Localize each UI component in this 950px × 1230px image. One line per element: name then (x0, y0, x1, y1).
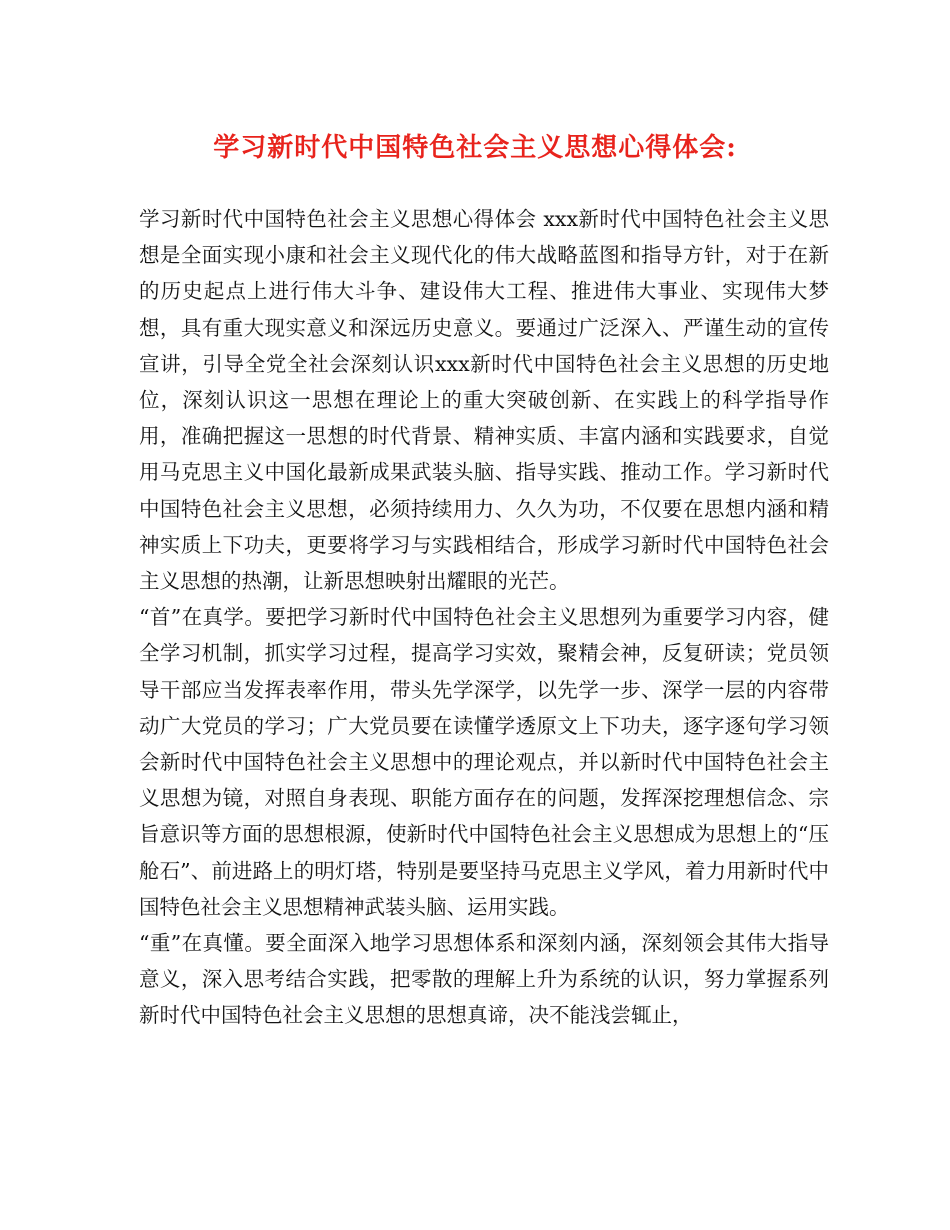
paragraph-intro: 学习新时代中国特色社会主义思想心得体会 xxx新时代中国特色社会主义思想是全面实现小康和社会主义现代化的伟大战略蓝图和指导方针，对于在新的历史起点上进行伟大斗争、建设伟大工程、推进伟大事业、实现伟大梦想，具有重大现实意义和深远历史意义。要通过广泛深入、严谨生动的宣传宣讲，引导全党全社会深刻认识xxx新时代中国特色社会主义思想的历史地位，深刻认识这一思想在理论上的重大突破创新、在实践上的科学指导作用，准确把握这一思想的时代背景、精神实质、丰富内涵和实践要求，自觉用马克思主义中国化最新成果武装头脑、指导实践、推动工作。学习新时代中国特色社会主义思想，必须持续用力、久久为功，不仅要在思想内涵和精神实质上下功夫，更要将学习与实践相结合，形成学习新时代中国特色社会主义思想的热潮，让新思想映射出耀眼的光芒。 (139, 207, 829, 594)
document-body (139, 201, 829, 1034)
paragraph-zhong: “重”在真懂。要全面深入地学习思想体系和深刻内涵，深刻领会其伟大指导意义，深入思考结合实践，把零散的理解上升为系统的认识，努力掌握系列新时代中国特色社会主义思想的思想真谛，决不能浅尝辄止， (139, 931, 829, 1028)
document-title: 学习新时代中国特色社会主义思想心得体会: (213, 133, 737, 163)
paragraph-shou: “首”在真学。要把学习新时代中国特色社会主义思想列为重要学习内容，健全学习机制，抓实学习过程，提高学习实效，聚精会神，反复研读；党员领导干部应当发挥表率作用，带头先学深学，以先学一步、深学一层的内容带动广大党员的学习；广大党员要在读懂学透原文上下功夫，逐字逐句学习领会新时代中国特色社会主义思想中的理论观点，并以新时代中国特色社会主义思想为镜，对照自身表现、职能方面存在的问题，发挥深挖理想信念、宗旨意识等方面的思想根源，使新时代中国特色社会主义思想成为思想上的“压舱石”、前进路上的明灯塔，特别是要坚持马克思主义学风，着力用新时代中国特色社会主义思想精神武装头脑、运用实践。 (139, 605, 829, 919)
